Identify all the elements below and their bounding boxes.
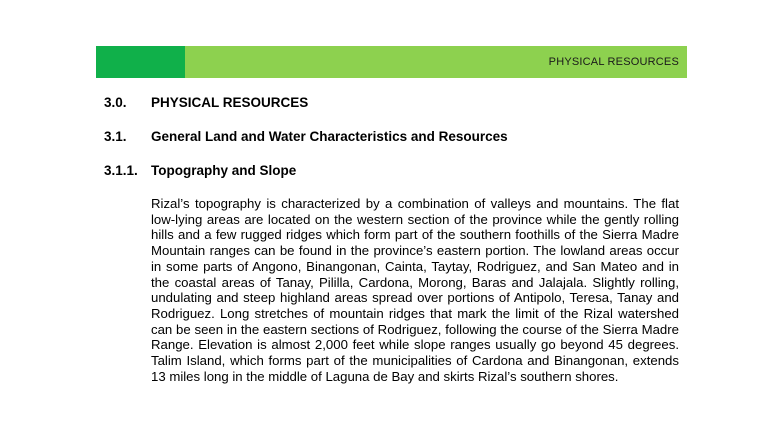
section-title: General Land and Water Characteristics and Resources	[151, 129, 508, 144]
page-header-bar	[96, 46, 687, 78]
section-heading-3-0	[104, 95, 308, 110]
topography-paragraph: Rizal’s topography is characterized by a combination of valleys and mountains. The flat low-lying areas are located on the western section of the province while the gently rolling hills and a few rugged ridges which form part of the southern foothills of the Sierra Madre Mountain ranges can be found in the province’s eastern portion. The lowland areas occur in some parts of Angono, Binangonan, Cainta, Taytay, Rodriguez, and San Mateo and in the coastal areas of Tanay, Pililla, Cardona, Morong, Baras and Jalajala. Slightly rolling, undulating and steep highland areas spread over portions of Antipolo, Teresa, Tanay and Rodriguez. Long stretches of mountain ridges that mark the limit of the Rizal watershed can be seen in the eastern sections of Rodriguez, following the course of the Sierra Madre Range. Elevation is almost 2,000 feet while slope ranges usually go beyond 45 degrees. Talim Island, which forms part of the municipalities of Cardona and Binangonan, extends 13 miles long in the middle of Laguna de Bay and skirts Rizal’s southern shores.	[151, 196, 679, 384]
header-title: PHYSICAL RESOURCES	[548, 56, 679, 68]
header-accent-block	[96, 46, 185, 78]
section-heading-3-1	[104, 129, 508, 144]
section-heading-3-1-1	[104, 163, 296, 178]
section-number: 3.1.	[104, 129, 127, 144]
section-number: 3.0.	[104, 95, 127, 110]
header-band	[185, 46, 687, 78]
section-title: PHYSICAL RESOURCES	[151, 95, 309, 110]
section-title: Topography and Slope	[151, 163, 297, 178]
section-number: 3.1.1.	[104, 163, 138, 178]
